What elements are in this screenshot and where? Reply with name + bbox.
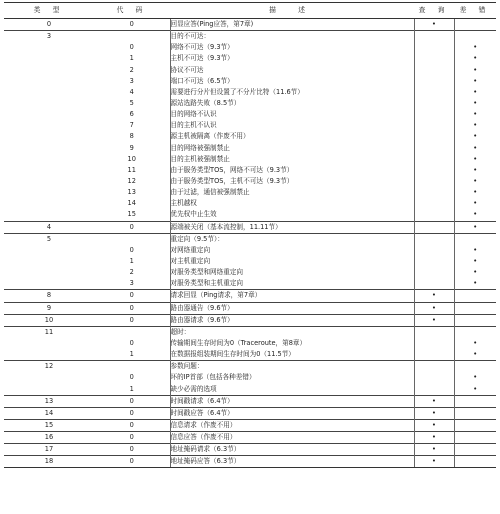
query-mark-cell: [414, 109, 454, 120]
type-cell: 9: [4, 302, 94, 314]
table-row: [4, 154, 496, 165]
description-cell: 目的主机不认识: [170, 120, 414, 131]
query-mark-cell: [414, 233, 454, 245]
description-cell: 目的主机被强制禁止: [170, 154, 414, 165]
code-cell: 0: [94, 290, 170, 302]
query-mark-cell: [414, 278, 454, 290]
error-mark-cell: •: [454, 42, 496, 53]
type-cell: 17: [4, 444, 94, 456]
type-cell: [4, 338, 94, 349]
table-row: [4, 419, 496, 431]
table-row: [4, 98, 496, 109]
error-mark-cell: [454, 419, 496, 431]
table-row: [4, 384, 496, 396]
table-row: [4, 444, 496, 456]
error-mark-cell: •: [454, 53, 496, 64]
table-row: [4, 245, 496, 256]
type-cell: [4, 65, 94, 76]
header-query: 查 询: [414, 3, 454, 19]
query-mark-cell: [414, 245, 454, 256]
table-row: [4, 326, 496, 338]
error-mark-cell: •: [454, 65, 496, 76]
error-mark-cell: [454, 31, 496, 43]
table-row: [4, 176, 496, 187]
code-cell: 2: [129, 65, 134, 74]
description-cell: 在数据报组装期间生存时间为0（11.5节）: [170, 349, 414, 361]
type-cell: [4, 76, 94, 87]
table-row: [4, 395, 496, 407]
description-cell: 请求回显（Ping请求，第7章）: [170, 290, 414, 302]
description-cell: 路由器请求（9.6节）: [170, 314, 414, 326]
type-cell: [4, 53, 94, 64]
description-cell: 回显应答(Ping应答，第7章): [170, 19, 414, 31]
description-cell: 地址掩码应答（6.3节）: [170, 456, 414, 468]
error-mark-cell: [454, 302, 496, 314]
description-cell: 由于服务类型TOS，网络不可达（9.3节）: [170, 165, 414, 176]
query-mark-cell: •: [414, 419, 454, 431]
table-row: [4, 65, 496, 76]
type-cell: [4, 143, 94, 154]
code-cell: 3: [129, 279, 134, 288]
query-mark-cell: [414, 326, 454, 338]
query-mark-cell: [414, 187, 454, 198]
type-cell: 15: [4, 419, 94, 431]
error-mark-cell: [454, 432, 496, 444]
table-row: [4, 109, 496, 120]
code-cell: 0: [94, 221, 170, 233]
description-cell: 目的网络被强制禁止: [170, 143, 414, 154]
type-cell: [4, 198, 94, 209]
code-cell: 0: [94, 19, 170, 31]
description-cell: 信息请求（作废不用）: [170, 419, 414, 431]
query-mark-cell: [414, 120, 454, 131]
table-row: [4, 209, 496, 221]
table-row: [4, 165, 496, 176]
table-row: [4, 407, 496, 419]
code-cell: 1: [129, 257, 134, 266]
table-row: [4, 278, 496, 290]
type-cell: 8: [4, 290, 94, 302]
code-cell: [94, 361, 170, 373]
code-cell: 0: [94, 432, 170, 444]
type-cell: [4, 256, 94, 267]
code-cell: 0: [94, 302, 170, 314]
code-cell: 1: [129, 384, 134, 393]
code-cell: 4: [129, 87, 134, 96]
table-row: [4, 290, 496, 302]
table-row: [4, 42, 496, 53]
table-row: [4, 76, 496, 87]
description-cell: 端口不可达（6.5节）: [170, 76, 414, 87]
code-cell: 15: [127, 210, 136, 219]
code-cell: 13: [127, 188, 136, 197]
type-cell: [4, 87, 94, 98]
type-cell: 10: [4, 314, 94, 326]
description-cell: 需要进行分片但设置了不分片比特（11.6节）: [170, 87, 414, 98]
error-mark-cell: •: [454, 256, 496, 267]
code-cell: 10: [127, 154, 136, 163]
query-mark-cell: •: [414, 432, 454, 444]
error-mark-cell: •: [454, 338, 496, 349]
query-mark-cell: [414, 221, 454, 233]
error-mark-cell: [454, 326, 496, 338]
error-mark-cell: [454, 290, 496, 302]
query-mark-cell: •: [414, 456, 454, 468]
error-mark-cell: •: [454, 120, 496, 131]
code-cell: 0: [129, 373, 134, 382]
description-cell: 源端被关闭（基本流控制，11.11节）: [170, 221, 414, 233]
table-row: [4, 361, 496, 373]
query-mark-cell: [414, 338, 454, 349]
type-cell: 5: [4, 233, 94, 245]
code-cell: 1: [129, 350, 134, 359]
table-row: [4, 314, 496, 326]
type-cell: [4, 109, 94, 120]
error-mark-cell: •: [454, 154, 496, 165]
error-mark-cell: [454, 444, 496, 456]
type-cell: [4, 384, 94, 396]
table-row: [4, 302, 496, 314]
table-row: [4, 432, 496, 444]
error-mark-cell: •: [454, 187, 496, 198]
code-cell: [94, 326, 170, 338]
code-cell: 12: [127, 177, 136, 186]
description-cell: 对网络重定向: [170, 245, 414, 256]
error-mark-cell: •: [454, 278, 496, 290]
table-row: [4, 456, 496, 468]
code-cell: 0: [94, 314, 170, 326]
code-cell: [94, 233, 170, 245]
query-mark-cell: [414, 349, 454, 361]
type-cell: 13: [4, 395, 94, 407]
description-cell: 参数问题：: [170, 361, 414, 373]
table-row: [4, 53, 496, 64]
description-cell: 对服务类型和网络重定向: [170, 267, 414, 278]
type-cell: [4, 349, 94, 361]
code-cell: 1: [129, 54, 134, 63]
table-row: [4, 349, 496, 361]
query-mark-cell: [414, 384, 454, 396]
code-cell: [94, 31, 170, 43]
type-cell: [4, 267, 94, 278]
error-mark-cell: •: [454, 209, 496, 221]
code-cell: 0: [94, 419, 170, 431]
code-cell: 5: [129, 99, 134, 108]
error-mark-cell: •: [454, 176, 496, 187]
error-mark-cell: •: [454, 165, 496, 176]
header-type: 类 型: [4, 3, 94, 19]
header-code: 代 码: [94, 3, 170, 19]
table-row: [4, 372, 496, 383]
query-mark-cell: [414, 209, 454, 221]
code-cell: 0: [129, 245, 134, 254]
description-cell: 由于过滤，通信被强制禁止: [170, 187, 414, 198]
error-mark-cell: [454, 407, 496, 419]
description-cell: 源站选路失败（8.5节）: [170, 98, 414, 109]
header-row: [4, 3, 496, 19]
query-mark-cell: [414, 143, 454, 154]
table-header: [4, 3, 496, 19]
code-cell: 8: [129, 132, 134, 141]
query-mark-cell: •: [414, 19, 454, 31]
error-mark-cell: •: [454, 131, 496, 142]
table-row: [4, 198, 496, 209]
query-mark-cell: [414, 154, 454, 165]
type-cell: 4: [4, 221, 94, 233]
code-cell: 7: [129, 121, 134, 130]
type-cell: [4, 372, 94, 383]
table-row: [4, 143, 496, 154]
query-mark-cell: [414, 76, 454, 87]
description-cell: 协议不可达: [170, 65, 414, 76]
type-cell: 18: [4, 456, 94, 468]
type-cell: [4, 42, 94, 53]
description-cell: 对主机重定向: [170, 256, 414, 267]
error-mark-cell: •: [454, 198, 496, 209]
query-mark-cell: •: [414, 314, 454, 326]
code-cell: 0: [94, 395, 170, 407]
type-cell: [4, 209, 94, 221]
code-cell: 6: [129, 110, 134, 119]
error-mark-cell: [454, 19, 496, 31]
query-mark-cell: [414, 53, 454, 64]
table-row: [4, 120, 496, 131]
table-row: [4, 338, 496, 349]
description-cell: 地址掩码请求（6.3节）: [170, 444, 414, 456]
error-mark-cell: [454, 361, 496, 373]
error-mark-cell: [454, 456, 496, 468]
description-cell: 主机越权: [170, 198, 414, 209]
table-row: [4, 19, 496, 31]
table-row: [4, 256, 496, 267]
error-mark-cell: •: [454, 372, 496, 383]
query-mark-cell: •: [414, 444, 454, 456]
code-cell: 0: [129, 339, 134, 347]
table-row: [4, 233, 496, 245]
error-mark-cell: •: [454, 143, 496, 154]
description-cell: 对服务类型和主机重定向: [170, 278, 414, 290]
error-mark-cell: [454, 233, 496, 245]
type-cell: [4, 245, 94, 256]
code-cell: 3: [129, 76, 134, 85]
description-cell: 超时：: [170, 326, 414, 338]
query-mark-cell: [414, 372, 454, 383]
header-description: 描 述: [170, 3, 414, 19]
description-cell: 重定向（9.5节）：: [170, 233, 414, 245]
query-mark-cell: •: [414, 407, 454, 419]
error-mark-cell: •: [454, 245, 496, 256]
description-cell: 目的不可达：: [170, 31, 414, 43]
description-cell: 源主机被隔离（作废不用）: [170, 131, 414, 142]
error-mark-cell: •: [454, 384, 496, 396]
type-cell: [4, 131, 94, 142]
error-mark-cell: [454, 314, 496, 326]
error-mark-cell: •: [454, 267, 496, 278]
error-mark-cell: •: [454, 109, 496, 120]
description-cell: 目的网络不认识: [170, 109, 414, 120]
error-mark-cell: •: [454, 349, 496, 361]
type-cell: 3: [4, 31, 94, 43]
type-cell: [4, 187, 94, 198]
query-mark-cell: [414, 98, 454, 109]
table-row: [4, 131, 496, 142]
type-cell: [4, 120, 94, 131]
query-mark-cell: •: [414, 302, 454, 314]
type-cell: 0: [4, 19, 94, 31]
query-mark-cell: [414, 361, 454, 373]
icmp-message-type-table: [4, 2, 496, 468]
table-row: [4, 267, 496, 278]
query-mark-cell: [414, 176, 454, 187]
error-mark-cell: •: [454, 76, 496, 87]
code-cell: 0: [94, 456, 170, 468]
code-cell: 0: [94, 444, 170, 456]
query-mark-cell: •: [414, 290, 454, 302]
description-cell: 主机不可达（9.3节）: [170, 53, 414, 64]
code-cell: 2: [129, 268, 134, 277]
description-cell: 路由器通告（9.6节）: [170, 302, 414, 314]
type-cell: 14: [4, 407, 94, 419]
error-mark-cell: •: [454, 87, 496, 98]
type-cell: [4, 278, 94, 290]
table-row: [4, 187, 496, 198]
type-cell: 12: [4, 361, 94, 373]
query-mark-cell: [414, 65, 454, 76]
query-mark-cell: [414, 256, 454, 267]
table-row: [4, 221, 496, 233]
description-cell: 时间戳请求（6.4节）: [170, 395, 414, 407]
type-cell: 16: [4, 432, 94, 444]
description-cell: 由于服务类型TOS，主机不可达（9.3节）: [170, 176, 414, 187]
table-row: [4, 87, 496, 98]
code-cell: 9: [129, 143, 134, 152]
query-mark-cell: [414, 165, 454, 176]
table-body: [4, 19, 496, 468]
code-cell: 0: [129, 43, 134, 52]
query-mark-cell: [414, 198, 454, 209]
description-cell: 缺少必需的选项: [170, 384, 414, 396]
query-mark-cell: •: [414, 395, 454, 407]
query-mark-cell: [414, 131, 454, 142]
query-mark-cell: [414, 31, 454, 43]
description-cell: 优先权中止生效: [170, 209, 414, 221]
type-cell: [4, 154, 94, 165]
description-cell: 网络不可达（9.3节）: [170, 42, 414, 53]
query-mark-cell: [414, 87, 454, 98]
header-error: 差 错: [454, 3, 496, 19]
type-cell: 11: [4, 326, 94, 338]
error-mark-cell: •: [454, 98, 496, 109]
error-mark-cell: •: [454, 221, 496, 233]
type-cell: [4, 98, 94, 109]
code-cell: 11: [127, 165, 136, 174]
description-cell: 时间戳应答（6.4节）: [170, 407, 414, 419]
query-mark-cell: [414, 267, 454, 278]
description-cell: 信息应答（作废不用）: [170, 432, 414, 444]
error-mark-cell: [454, 395, 496, 407]
description-cell: 传输期间生存时间为0（Traceroute，第8章）: [170, 338, 414, 349]
type-cell: [4, 165, 94, 176]
query-mark-cell: [414, 42, 454, 53]
table-row: [4, 31, 496, 43]
type-cell: [4, 176, 94, 187]
code-cell: 14: [127, 199, 136, 208]
code-cell: 0: [94, 407, 170, 419]
description-cell: 坏的IP首部（包括各种差错）: [170, 372, 414, 383]
